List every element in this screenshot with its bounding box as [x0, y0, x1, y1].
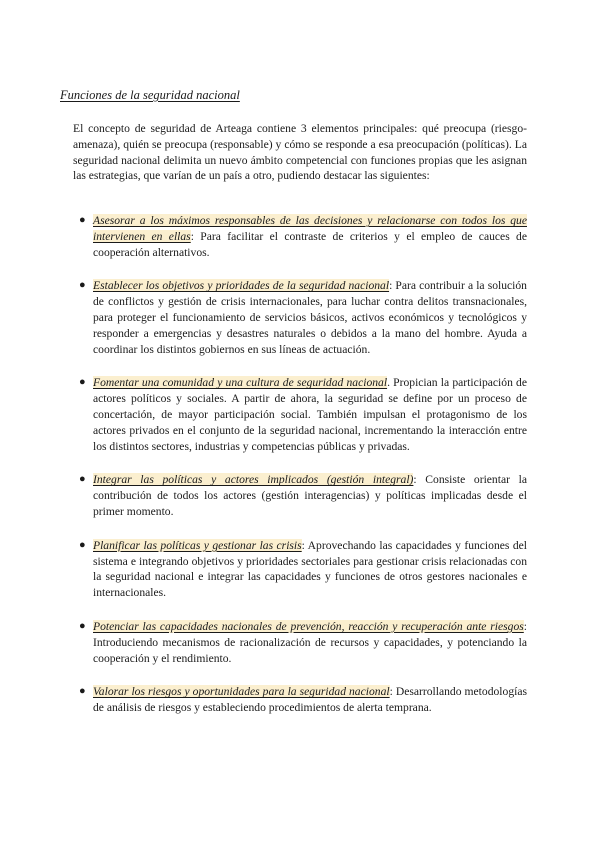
- item-heading: Valorar los riesgos y oportunidades para la seguridad nacional: [93, 685, 390, 699]
- bullet-icon: ●: [79, 473, 86, 486]
- list-item: [79, 375, 527, 454]
- bullet-icon: ●: [79, 279, 86, 292]
- bullet-icon: ●: [79, 376, 86, 389]
- item-heading: Planificar las políticas y gestionar las crisis: [93, 538, 302, 552]
- functions-list: [79, 213, 527, 734]
- item-text: : Consiste orientar la contribución de todos los actores (gestión interagencias) y políticas implicadas desde el primer momento.: [93, 473, 527, 518]
- list-item: [79, 213, 527, 260]
- item-heading: Potenciar las capacidades nacionales de prevención, reacción y recuperación ante riesgos: [93, 619, 524, 633]
- list-item: [79, 684, 527, 716]
- item-heading: Establecer los objetivos y prioridades de la seguridad nacional: [93, 279, 390, 293]
- intro-paragraph: El concepto de seguridad de Arteaga contiene 3 elementos principales: qué preocupa (riesgo-amenaza), quién se preocupa (responsable) y cómo se responde a esa preocupación (políticas). La seguridad nacional delimita un nuevo ámbito competencial con funciones propias que les asignan las estrategias, que varían de un país a otro, pudiendo destacar las siguientes:: [73, 122, 527, 183]
- bullet-icon: ●: [79, 619, 86, 632]
- item-text: : Para facilitar el contraste de criterios y el empleo de cauces de cooperación alternativos.: [93, 229, 527, 259]
- list-item: [79, 278, 527, 357]
- bullet-icon: ●: [79, 538, 86, 551]
- item-text: : Aprovechando las capacidades y funciones del sistema e integrando objetivos y prioridades sectoriales para gestionar crisis relacionadas con la seguridad nacional e integrar las capacidades y funciones de otros gestores nacionales e internacionales.: [93, 538, 527, 600]
- item-text: . Propician la participación de actores políticos y sociales. A partir de ahora, la seguridad se define por un proceso de concertación, de mayor participación social. También impulsan el protagonismo de los actores privados en el conjunto de la seguridad nacional, incrementando la interacción entre los distintos sectores, industrias y competencias públicas y privadas.: [93, 376, 527, 453]
- item-text: : Introduciendo mecanismos de racionalización de recursos y capacidades, y potenciando la cooperación y el rendimiento.: [93, 619, 527, 665]
- page-title: Funciones de la seguridad nacional: [60, 88, 240, 102]
- item-text: : Desarrollando metodologías de análisis de riesgos y estableciendo procedimientos de alerta temprana.: [93, 685, 527, 715]
- item-heading: Fomentar una comunidad y una cultura de seguridad nacional: [93, 376, 388, 390]
- item-heading: Asesorar a los máximos responsables de las decisiones y relacionarse con todos los que intervienen en ellas: [93, 214, 527, 243]
- list-item: [79, 619, 527, 666]
- item-text: : Para contribuir a la solución de conflictos y gestión de crisis internacionales, para luchar contra delitos transnacionales, para proteger el funcionamiento de servicios básicos, activos económicos y tecnológicos y responder a emergencias y desastres naturales o debidos a la mano del hombre. Ayuda a coordinar los distintos gobiernos en sus líneas de actuación.: [93, 279, 527, 356]
- item-heading: Integrar las políticas y actores implicados (gestión integral): [93, 473, 414, 487]
- list-item: [79, 472, 527, 519]
- list-item: [79, 538, 527, 601]
- bullet-icon: ●: [79, 685, 86, 698]
- bullet-icon: ●: [79, 214, 86, 226]
